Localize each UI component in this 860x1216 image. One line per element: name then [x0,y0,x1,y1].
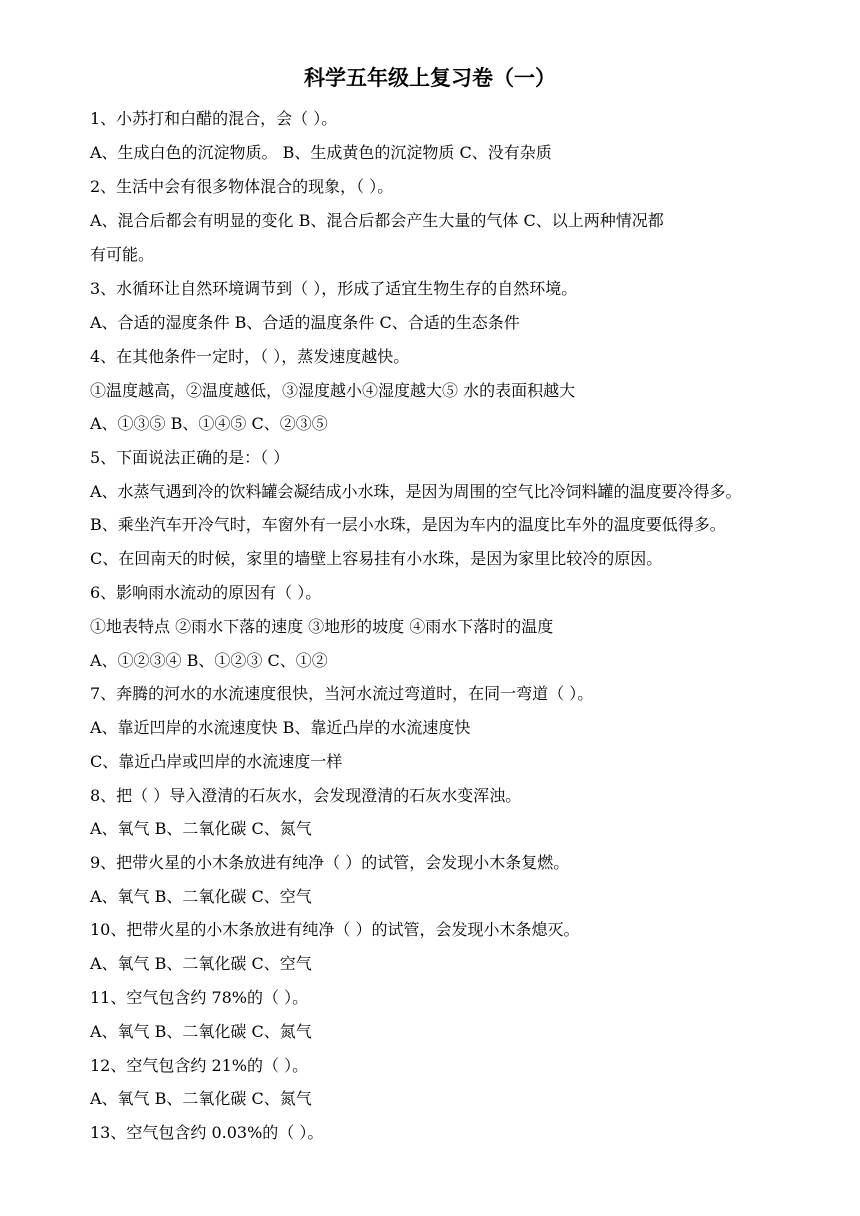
text-line: 3、水循环让自然环境调节到（ ），形成了适宜生物生存的自然环境。 [90,279,578,298]
text-line: ①温度越高，②温度越低，③湿度越小④湿度越大⑤ 水的表面积越大 [90,381,576,400]
text-line: 有可能。 [90,245,155,264]
text-line: 4、在其他条件一定时，（ ），蒸发速度越快。 [90,347,410,366]
text-line: A、氧气 B、二氧化碳 C、氮气 [90,1089,312,1108]
text-line: A、生成白色的沉淀物质。 B、生成黄色的沉淀物质 C、没有杂质 [90,143,552,162]
text-line: A、混合后都会有明显的变化 B、混合后都会产生大量的气体 C、以上两种情况都 [90,211,664,230]
text-line: A、氧气 B、二氧化碳 C、空气 [90,887,312,906]
text-line: 2、生活中会有很多物体混合的现象，（ ）。 [90,177,394,196]
text-line: ①地表特点 ②雨水下落的速度 ③地形的坡度 ④雨水下落时的温度 [90,617,554,636]
text-line: A、水蒸气遇到冷的饮料罐会凝结成小水珠，是因为周围的空气比冷饲料罐的温度要冷得多。 [90,482,742,501]
text-line: A、氧气 B、二氧化碳 C、氮气 [90,819,312,838]
text-line: 1、小苏打和白醋的混合，会（ ）。 [90,109,338,128]
text-line: A、合适的湿度条件 B、合适的温度条件 C、合适的生态条件 [90,313,520,332]
text-line: 9、把带火星的小木条放进有纯净（ ）的试管，会发现小木条复燃。 [90,853,570,872]
text-line: 13、空气包含约 0.03%的（ ）。 [90,1123,324,1142]
text-line: 5、下面说法正确的是：（ ） [90,448,290,467]
text-line: 6、影响雨水流动的原因有（ ）。 [90,583,322,602]
text-line: A、氧气 B、二氧化碳 C、氮气 [90,1022,312,1041]
document-title: 科学五年级上复习卷（一） [304,66,556,90]
text-line: C、靠近凸岸或凹岸的水流速度一样 [90,752,343,771]
text-line: 10、把带火星的小木条放进有纯净（ ）的试管，会发现小木条熄灭。 [90,920,580,939]
text-line: C、在回南天的时候，家里的墙壁上容易挂有小水珠，是因为家里比较冷的原因。 [90,549,663,568]
text-line: A、氧气 B、二氧化碳 C、空气 [90,954,312,973]
text-line: 12、空气包含约 21%的（ ）。 [90,1056,309,1075]
text-line: A、①②③④ B、①②③ C、①② [90,651,328,670]
text-line: 11、空气包含约 78%的（ ）。 [90,988,309,1007]
text-line: B、乘坐汽车开冷气时，车窗外有一层小水珠，是因为车内的温度比车外的温度要低得多。 [90,515,726,534]
text-line: A、①③⑤ B、①④⑤ C、②③⑤ [90,414,328,433]
text-line: 7、奔腾的河水的水流速度很快，当河水流过弯道时，在同一弯道（ ）。 [90,684,594,703]
text-line: 8、把（ ）导入澄清的石灰水，会发现澄清的石灰水变浑浊。 [90,786,522,805]
text-line: A、靠近凹岸的水流速度快 B、靠近凸岸的水流速度快 [90,718,471,737]
